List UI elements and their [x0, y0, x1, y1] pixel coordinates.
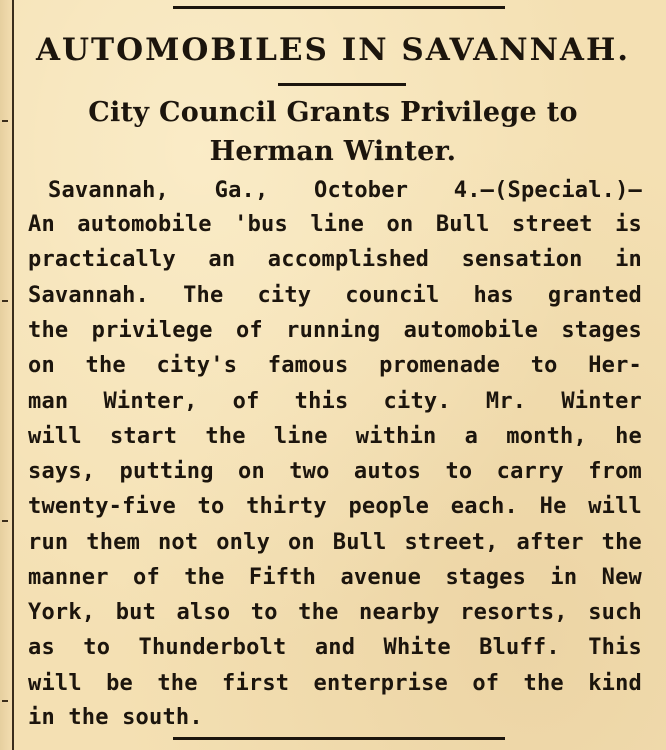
top-rule [173, 6, 505, 9]
body-line: on the city's famous promenade to Her- [28, 353, 642, 378]
body-line: man Winter, of this city. Mr. Winter [28, 389, 642, 414]
edge-mark [2, 700, 8, 702]
edge-mark [2, 520, 8, 522]
body-line: the privilege of running automobile stages [28, 318, 642, 343]
body-line: An automobile 'bus line on Bull street is [28, 212, 642, 237]
edge-mark [2, 120, 8, 122]
headline: AUTOMOBILES IN SAVANNAH. [35, 32, 631, 68]
body-line: Savannah, Ga., October 4.—(Special.)— [48, 178, 642, 203]
body-line: will start the line within a month, he [28, 424, 642, 449]
bottom-rule [173, 737, 505, 740]
body-line: Savannah. The city council has granted [28, 283, 642, 308]
column-edge [0, 0, 14, 750]
body-line: will be the first enterprise of the kind [28, 671, 642, 696]
body-line: York, but also to the nearby resorts, such [28, 600, 642, 625]
body-line: practically an accomplished sensation in [28, 247, 642, 272]
subhead-line-2: Herman Winter. [209, 136, 457, 167]
edge-mark [2, 300, 8, 302]
body-line: says, putting on two autos to carry from [28, 459, 642, 484]
body-line: as to Thunderbolt and White Bluff. This [28, 635, 642, 660]
body-line: in the south. [28, 705, 203, 730]
body-line: manner of the Fifth avenue stages in New [28, 565, 642, 590]
body-line: run them not only on Bull street, after the [28, 530, 642, 555]
body-line: twenty-five to thirty people each. He will [28, 494, 642, 519]
headline-divider [278, 83, 406, 86]
subhead-line-1: City Council Grants Privilege to [88, 97, 578, 128]
